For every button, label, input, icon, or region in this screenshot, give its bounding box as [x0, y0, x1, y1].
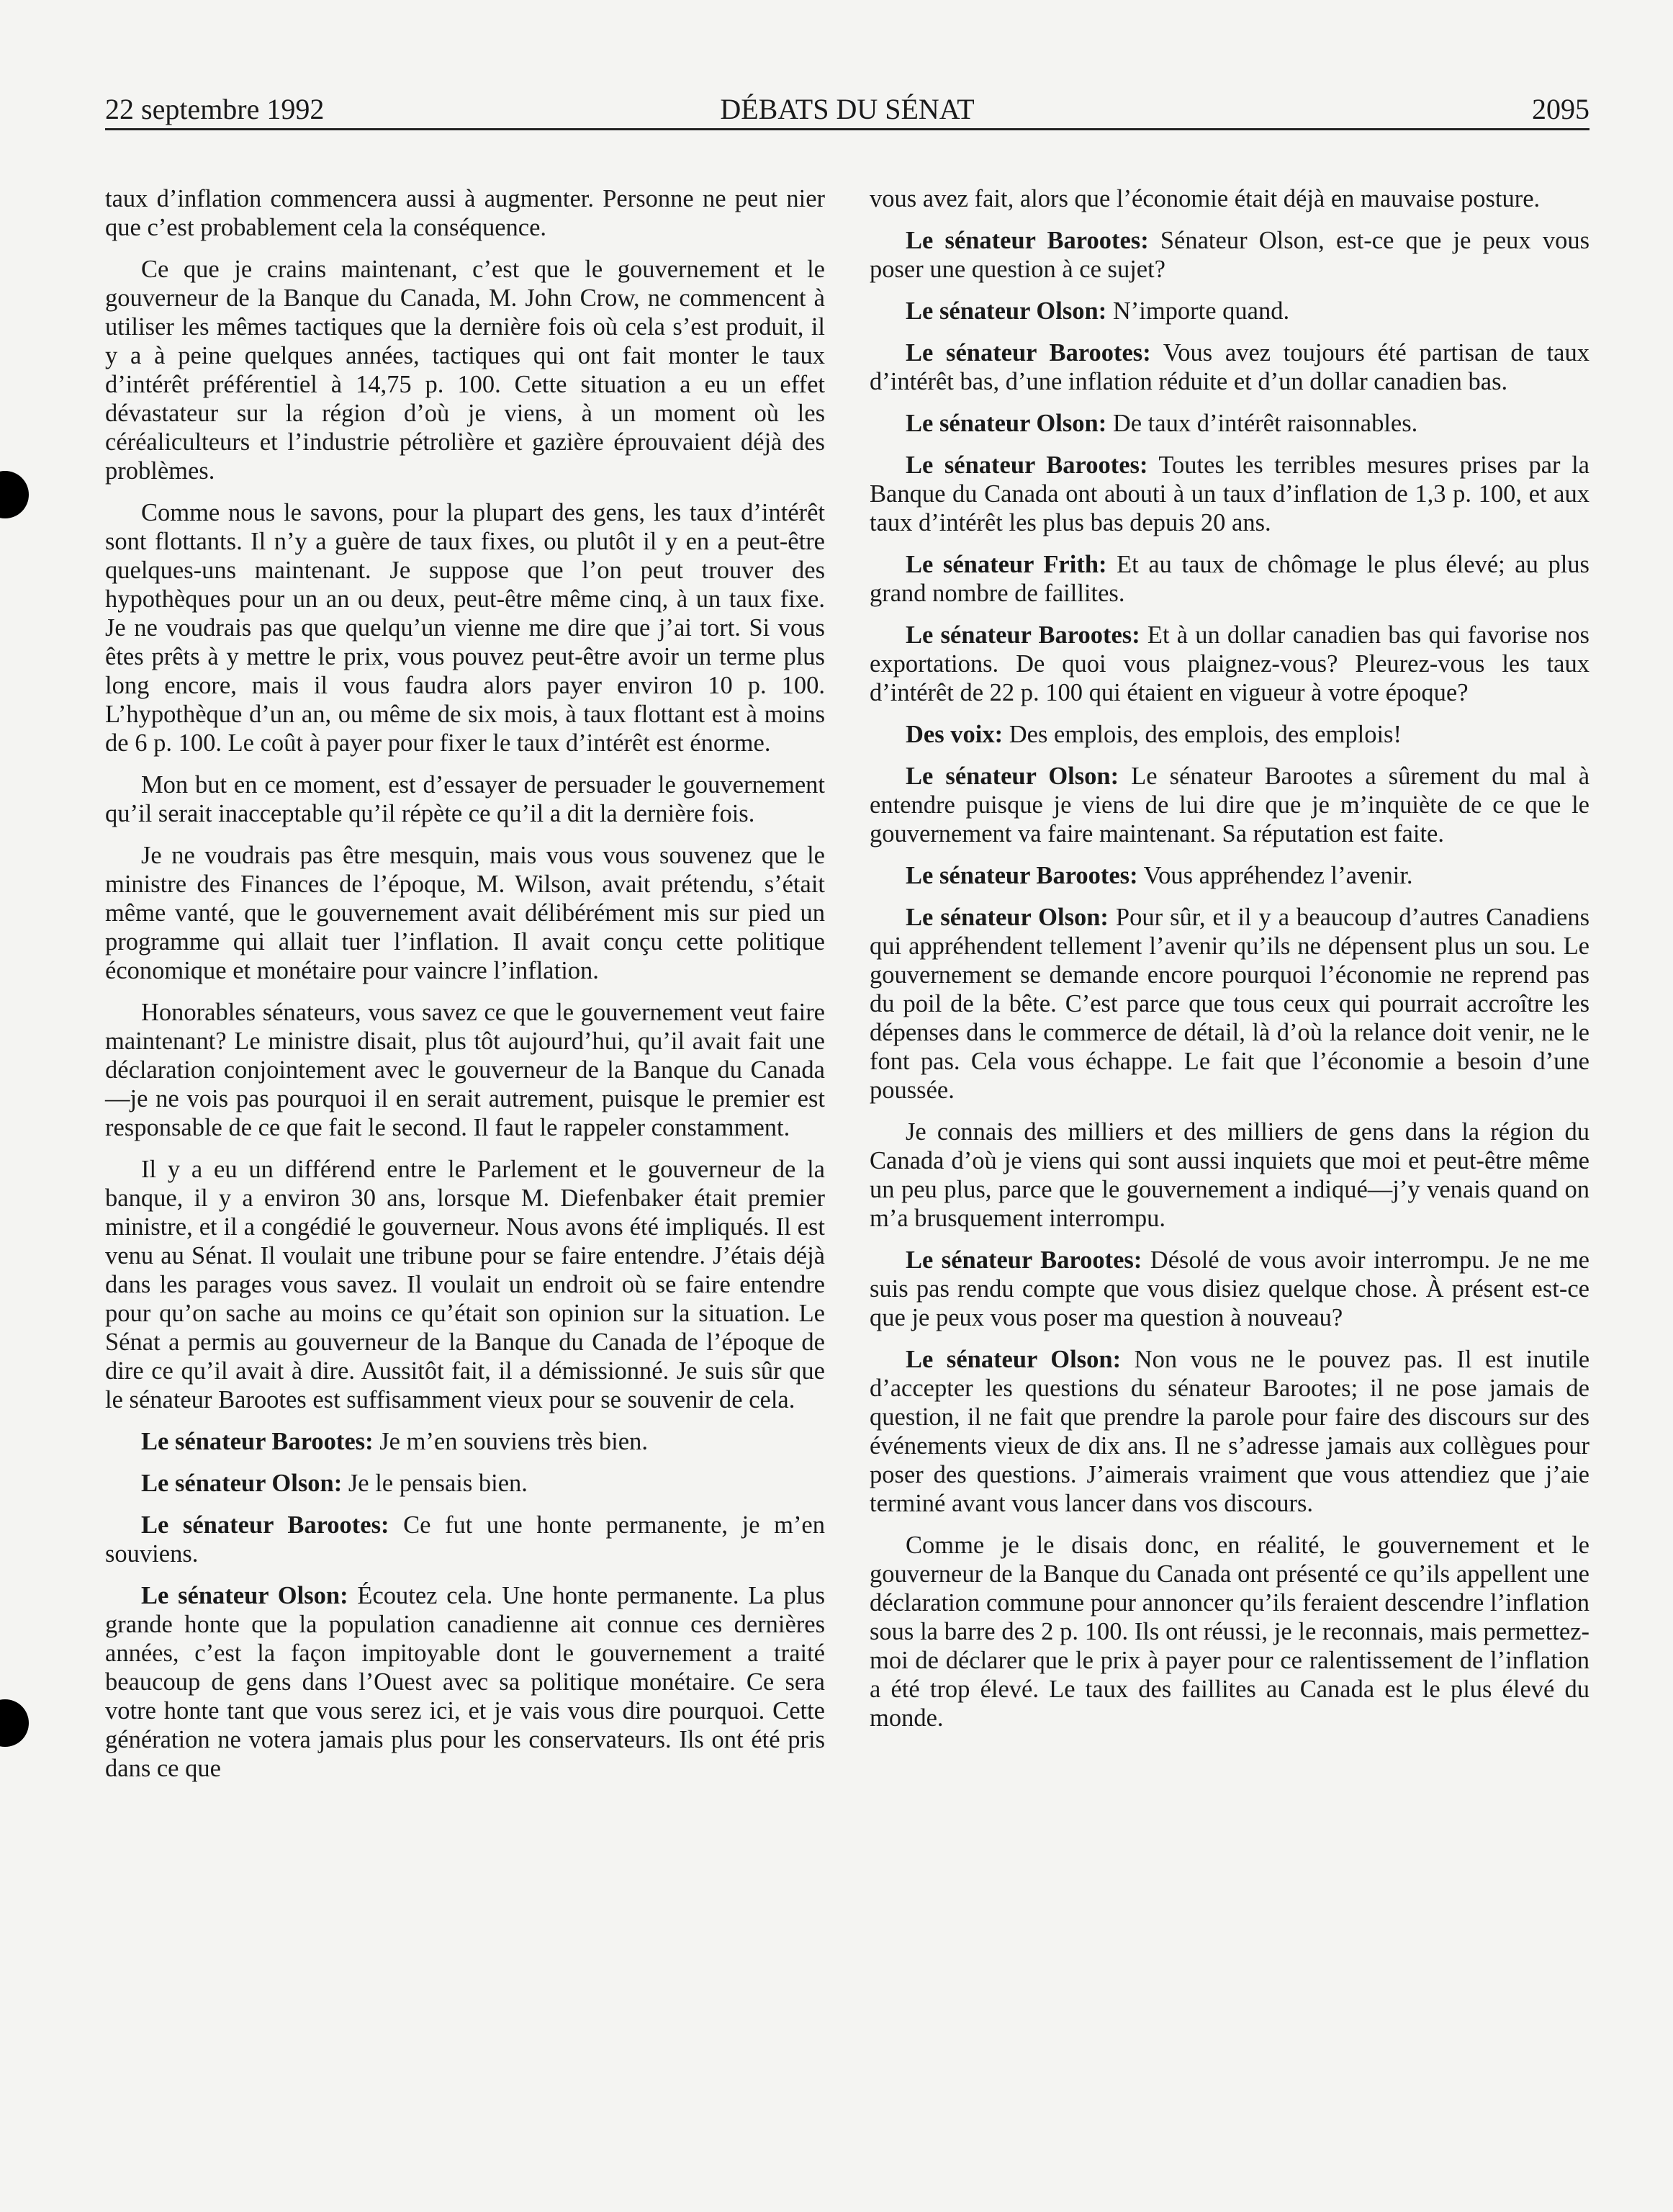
paragraph-text: Et à un dollar canadien bas qui favorise nos exportations. De quoi vous plaignez-vous? Pleurez-vous les taux d’intérêt de 22 p. 100 qui étaient en vigueur à votre époque? [870, 621, 1589, 706]
paragraph-text: Écoutez cela. Une honte permanente. La plus grande honte que la population canadienne ait connue ces dernières années, c’est la façon impitoyable dont le gouvernement a traité beaucoup de gens dans l’Ouest avec sa politique monétaire. Ce sera votre honte tant que vous serez ici, et je vais vous dire pourquoi. Cette génération ne votera jamais plus pour les conservateurs. Ils ont été pris dans ce que [105, 1582, 825, 1782]
paragraph [870, 409, 1589, 438]
paragraph [105, 770, 825, 828]
paragraph [870, 297, 1589, 325]
paragraph [105, 1511, 825, 1568]
paragraph [105, 1427, 825, 1456]
binder-hole [0, 1699, 29, 1747]
paragraph-text: Sénateur Olson, est-ce que je peux vous poser une question à ce sujet? [870, 227, 1589, 283]
speaker-label: Des voix: [906, 721, 1004, 748]
paragraph-text: Vous appréhendez l’avenir. [1137, 862, 1413, 889]
paragraph [105, 841, 825, 985]
paragraph-text: Je m’en souviens très bien. [373, 1428, 648, 1455]
speaker-label: Le sénateur Olson: [906, 763, 1119, 790]
paragraph-text: N’importe quand. [1106, 297, 1290, 325]
paragraph-text: Honorables sénateurs, vous savez ce que le gouvernement veut faire maintenant? Le ministre disait, plus tôt aujourd’hui, qu’il avait fait une déclaration conjointement avec le gouverneur de la Banque du Canada—je ne vois pas pourquoi il en serait autrement, puisque le premier est responsable de ce que fait le second. Il faut le rappeler constamment. [105, 999, 825, 1141]
paragraph [870, 451, 1589, 537]
speaker-label: Le sénateur Olson: [906, 1346, 1122, 1373]
paragraph [870, 184, 1589, 213]
speaker-label: Le sénateur Barootes: [906, 339, 1151, 367]
speaker-label: Le sénateur Barootes: [906, 621, 1140, 649]
paragraph [870, 903, 1589, 1105]
paragraph [870, 621, 1589, 707]
paragraph-text: Comme je le disais donc, en réalité, le gouvernement et le gouverneur de la Banque du Canada ont présenté ce qu’ils appellent une déclaration commune pour annoncer qu’ils feraient descendre l’inflation sous la barre des 2 p. 100. Ils ont réussi, je le reconnais, mais permettez-moi de déclarer que le prix à payer pour ce ralentissement de l’inflation a été trop élevé. Le taux des faillites au Canada est le plus élevé du monde. [870, 1532, 1589, 1732]
paragraph-text: Désolé de vous avoir interrompu. Je ne me suis pas rendu compte que vous disiez quelque chose. À présent est-ce que je peux vous poser ma question à nouveau? [870, 1246, 1589, 1331]
right-column [870, 184, 1589, 1745]
paragraph-text: Il y a eu un différend entre le Parlement et le gouverneur de la banque, il y a environ 30 ans, lorsque M. Diefenbaker était premier ministre, et il a congédié le gouverneur. Nous avons été impliqués. Il est venu au Sénat. Il voulait une tribune pour se faire entendre. J’étais déjà dans les parages vous savez. Il voulait un endroit où se faire entendre pour qu’on sache au moins ce qu’était son opinion sur la situation. Le Sénat a permis au gouverneur de la Banque du Canada de l’époque de dire ce qu’il avait à dire. Aussitôt fait, il a démissionné. Je suis sûr que le sénateur Barootes est suffisamment vieux pour se souvenir de cela. [105, 1156, 825, 1413]
speaker-label: Le sénateur Barootes: [141, 1428, 374, 1455]
paragraph-text: Et au taux de chômage le plus élevé; au plus grand nombre de faillites. [870, 551, 1589, 607]
speaker-label: Le sénateur Olson: [141, 1582, 348, 1609]
speaker-label: Le sénateur Olson: [906, 410, 1107, 437]
paragraph [870, 226, 1589, 284]
paragraph [870, 338, 1589, 396]
paragraph [870, 1531, 1589, 1732]
paragraph-text: Je ne voudrais pas être mesquin, mais vous vous souvenez que le ministre des Finances de l’époque, M. Wilson, avait prétendu, s’était même vanté, que le gouvernement avait délibérément mis sur pied un programme qui allait tuer l’inflation. Il avait conçu cette politique économique et monétaire pour vaincre l’inflation. [105, 842, 825, 984]
paragraph [105, 498, 825, 757]
speaker-label: Le sénateur Barootes: [906, 862, 1138, 889]
header-title: DÉBATS DU SÉNAT [720, 93, 975, 125]
paragraph [105, 1581, 825, 1783]
paragraph [105, 1155, 825, 1414]
paragraph [105, 998, 825, 1142]
paragraph-text: Mon but en ce moment, est d’essayer de persuader le gouvernement qu’il serait inacceptable qu’il répète ce qu’il a dit la dernière fois. [105, 771, 825, 827]
paragraph [105, 184, 825, 242]
paragraph-text: Le sénateur Barootes a sûrement du mal à entendre puisque je viens de lui dire que je m’inquiète de ce que le gouvernement va faire maintenant. Sa réputation est faite. [870, 763, 1590, 848]
paragraph-text: Des emplois, des emplois, des emplois! [1003, 721, 1402, 748]
paragraph [105, 1469, 825, 1498]
speaker-label: Le sénateur Olson: [141, 1470, 343, 1497]
paragraph-text: vous avez fait, alors que l’économie était déjà en mauvaise posture. [870, 185, 1541, 212]
paragraph [870, 1246, 1589, 1332]
speaker-label: Le sénateur Barootes: [906, 1246, 1142, 1274]
speaker-label: Le sénateur Barootes: [906, 227, 1149, 254]
paragraph-text: Comme nous le savons, pour la plupart des gens, les taux d’intérêt sont flottants. Il n’y a guère de taux fixes, ou plutôt il y en a peut-être quelques-uns maintenant. Je suppose que l’on peut trouver des hypothèques pour un an ou deux, peut-être même cinq, à un taux fixe. Je ne voudrais pas que quelqu’un vienne me dire que j’ai tort. Si vous êtes prêts à y mettre le prix, vous pouvez peut-être avoir un terme plus long encore, mais il vous faudra alors payer environ 10 p. 100. L’hypothèque d’un an, ou même de six mois, à taux flottant est à moins de 6 p. 100. Le coût à payer pour fixer le taux d’intérêt est énorme. [105, 499, 825, 757]
paragraph-text: Ce fut une honte permanente, je m’en souviens. [105, 1511, 825, 1568]
paragraph-text: Toutes les terribles mesures prises par la Banque du Canada ont abouti à un taux d’inflation de 1,3 p. 100, et aux taux d’intérêt les plus bas depuis 20 ans. [870, 451, 1589, 536]
paragraph-text: Je le pensais bien. [342, 1470, 528, 1497]
paragraph [870, 762, 1589, 848]
paragraph [105, 255, 825, 485]
binder-hole [0, 471, 29, 518]
paragraph [870, 1345, 1589, 1518]
paragraph [870, 550, 1589, 608]
paragraph [870, 720, 1589, 749]
speaker-label: Le sénateur Olson: [906, 904, 1109, 931]
left-column [105, 184, 825, 1796]
page-header [105, 91, 1589, 130]
paragraph [870, 1118, 1589, 1233]
paragraph-text: Je connais des milliers et des milliers de gens dans la région du Canada d’où je viens qui sont aussi inquiets que moi et peut-être même un peu plus, parce que le gouvernement a indiqué—j’y venais quand on m’a brusquement interrompu. [870, 1118, 1589, 1232]
paragraph-text: Vous avez toujours été partisan de taux d’intérêt bas, d’une inflation réduite et d’un dollar canadien bas. [870, 339, 1589, 395]
paragraph-text: taux d’inflation commencera aussi à augmenter. Personne ne peut nier que c’est probablement cela la conséquence. [105, 185, 825, 241]
speaker-label: Le sénateur Frith: [906, 551, 1107, 578]
paragraph-text: De taux d’intérêt raisonnables. [1106, 410, 1418, 437]
header-date: 22 septembre 1992 [105, 93, 325, 125]
paragraph-text: Pour sûr, et il y a beaucoup d’autres Canadiens qui appréhendent tellement l’avenir qu’ils ne dépensent plus un sou. Le gouvernement se demande encore pourquoi l’économie ne reprend pas du poil de la bête. C’est parce que tous ceux qui pourrait accroître les dépenses dans le commerce de détail, là d’où la relance doit venir, ne le font pas. Cela vous échappe. Le fait que l’économie a besoin d’une poussée. [870, 904, 1589, 1104]
paragraph-text: Non vous ne le pouvez pas. Il est inutile d’accepter les questions du sénateur Barootes; il ne pose jamais de question, il ne fait que prendre la parole pour faire des discours sur des événements vieux de dix ans. Il ne s’adresse jamais aux collègues pour poser des questions. J’aimerais vraiment que vous attendiez que j’aie terminé avant vous lancer dans vos discours. [870, 1346, 1590, 1517]
speaker-label: Le sénateur Barootes: [141, 1511, 389, 1539]
paragraph [870, 861, 1589, 890]
page-number: 2095 [1532, 93, 1589, 125]
speaker-label: Le sénateur Olson: [906, 297, 1107, 325]
paragraph-text: Ce que je crains maintenant, c’est que le gouvernement et le gouverneur de la Banque du Canada, M. John Crow, ne commencent à utiliser les mêmes tactiques que la dernière fois où cela s’est produit, il y a à peine quelques années, tactiques qui ont fait monter le taux d’intérêt préférentiel à 14,75 p. 100. Cette situation a eu un effet dévastateur sur la région d’où je viens, à un moment où les céréaliculteurs et l’industrie pétrolière et gazière éprouvaient déjà des problèmes. [105, 256, 825, 485]
speaker-label: Le sénateur Barootes: [906, 451, 1148, 479]
